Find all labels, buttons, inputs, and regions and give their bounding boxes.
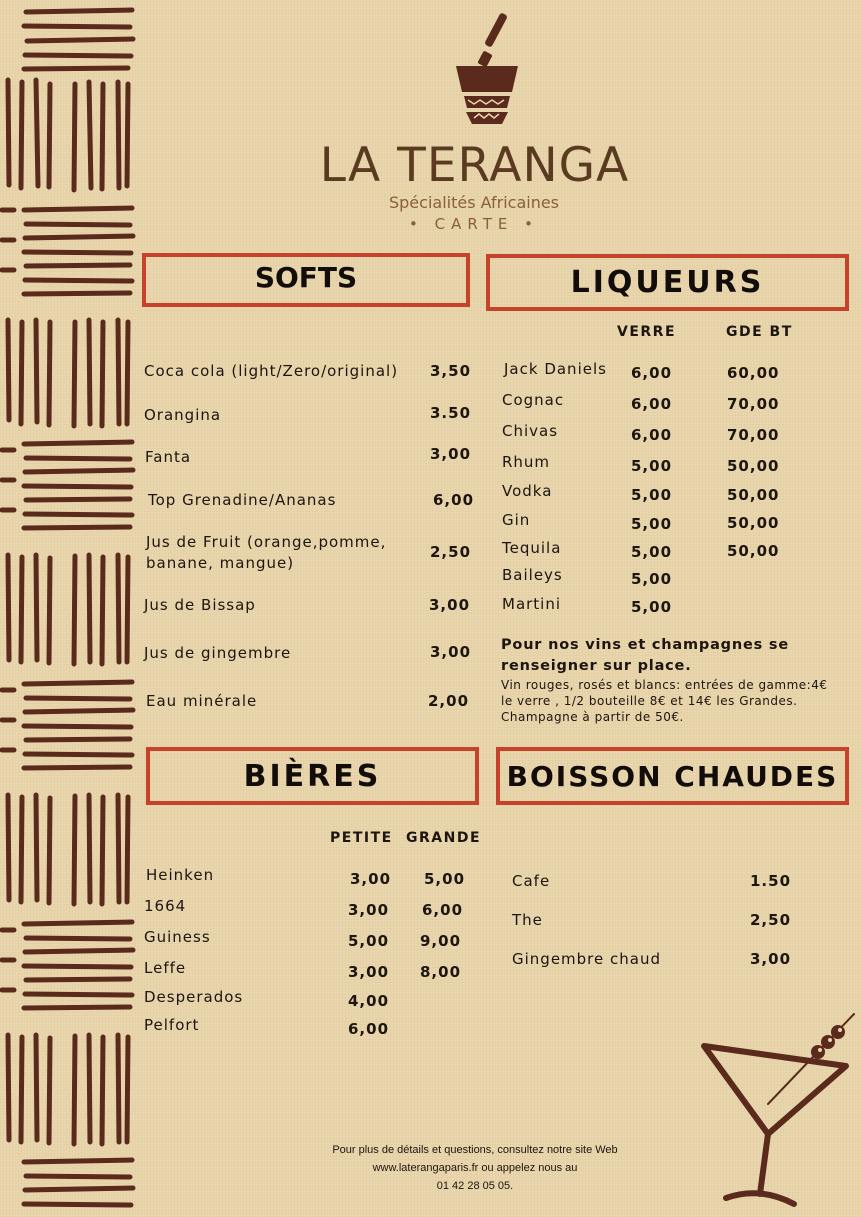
liqueurs-item: Rhum	[502, 453, 551, 471]
wine-note-text: Vin rouges, rosés et blancs: entrées de gamme:4€ le verre , 1/2 bouteille 8€ et 14€ les Grandes.	[501, 678, 828, 708]
softs-price: 2,00	[428, 692, 470, 710]
brand-title: LA TERANGA	[319, 138, 630, 193]
bieres-title: BIÈRES	[243, 758, 382, 794]
liqueurs-bt: 70,00	[727, 426, 780, 444]
liqueurs-bt: 50,00	[727, 542, 780, 560]
chaudes-price: 1.50	[750, 872, 792, 890]
bieres-item: Leffe	[144, 959, 187, 977]
bieres-item: Heinken	[146, 866, 215, 884]
liqueurs-item: Cognac	[502, 391, 565, 409]
carte-label: • CARTE •	[409, 215, 539, 233]
liqueurs-verre: 5,00	[631, 457, 673, 475]
liqueurs-item: Chivas	[502, 422, 559, 440]
softs-price: 3,00	[429, 596, 471, 614]
wine-note-title: Pour nos vins et champagnes se renseigner sur place.	[501, 637, 789, 674]
chaudes-item: Cafe	[512, 872, 551, 890]
bieres-item: 1664	[144, 897, 187, 915]
liqueurs-item: Martini	[502, 595, 562, 613]
bieres-petite: 6,00	[348, 1020, 390, 1038]
softs-title: SOFTS	[254, 260, 358, 294]
bieres-grande: 9,00	[420, 932, 462, 950]
liqueurs-heading	[486, 254, 849, 311]
bieres-col-grande: GRANDE	[406, 830, 482, 846]
liqueurs-item: Gin	[502, 511, 531, 529]
liqueurs-item: Baileys	[502, 566, 563, 584]
bieres-grande: 8,00	[420, 963, 462, 981]
softs-heading	[142, 253, 470, 307]
liqueurs-bt: 70,00	[727, 395, 780, 413]
liqueurs-verre: 5,00	[631, 570, 673, 588]
liqueurs-verre: 6,00	[631, 364, 673, 382]
mortar-pestle-icon	[452, 12, 522, 127]
softs-item: Fanta	[145, 448, 192, 466]
softs-price: 3,00	[430, 643, 472, 661]
footer-contact	[290, 1141, 660, 1195]
liqueurs-verre: 6,00	[631, 395, 673, 413]
liqueurs-title: LIQUEURS	[570, 265, 765, 300]
softs-item: Jus de Fruit (orange,pomme,	[146, 533, 387, 551]
chaudes-title: BOISSON CHAUDES	[506, 759, 839, 793]
liqueurs-col-bt: GDE BT	[726, 324, 793, 340]
liqueurs-col-verre: VERRE	[617, 324, 677, 340]
bieres-item: Desperados	[144, 988, 244, 1006]
softs-price: 3,00	[430, 445, 472, 463]
liqueurs-verre: 5,00	[631, 486, 673, 504]
softs-price: 3.50	[430, 404, 472, 422]
cocktail-glass-icon	[698, 1008, 858, 1208]
softs-item-line2: banane, mangue)	[146, 554, 295, 572]
bieres-item: Guiness	[144, 928, 211, 946]
chaudes-price: 3,00	[750, 950, 792, 968]
softs-price: 2,50	[430, 543, 472, 561]
softs-item: Jus de gingembre	[144, 644, 292, 662]
bieres-petite: 3,00	[350, 870, 392, 888]
softs-item: Top Grenadine/Ananas	[148, 491, 337, 509]
bieres-grande: 6,00	[422, 901, 464, 919]
liqueurs-bt: 50,00	[727, 457, 780, 475]
bieres-petite: 3,00	[348, 963, 390, 981]
brand-tagline: Spécialités Africaines	[388, 193, 560, 212]
bieres-item: Pelfort	[144, 1016, 200, 1034]
footer-line: Pour plus de détails et questions, consultez notre site Web	[332, 1144, 618, 1156]
chaudes-item: Gingembre chaud	[512, 950, 661, 968]
bieres-heading	[146, 747, 479, 805]
chaudes-item: The	[512, 911, 543, 929]
liqueurs-verre: 5,00	[631, 598, 673, 616]
softs-price: 6,00	[433, 491, 475, 509]
softs-item: Coca cola (light/Zero/original)	[144, 362, 399, 380]
bieres-petite: 3,00	[348, 901, 390, 919]
liqueurs-bt: 60,00	[727, 364, 780, 382]
liqueurs-verre: 5,00	[631, 515, 673, 533]
liqueurs-bt: 50,00	[727, 514, 780, 532]
footer-phone-line: 01 42 28 05 05.	[436, 1180, 514, 1192]
liqueurs-verre: 5,00	[631, 543, 673, 561]
wine-note-body	[501, 677, 841, 725]
chaudes-price: 2,50	[750, 911, 792, 929]
liqueurs-item: Jack Daniels	[504, 360, 607, 378]
bieres-petite: 5,00	[348, 932, 390, 950]
bieres-petite: 4,00	[348, 992, 390, 1010]
footer-website-line: www.laterangaparis.fr ou appelez nous au	[372, 1162, 578, 1174]
softs-item: Eau minérale	[146, 692, 258, 710]
bieres-col-petite: PETITE	[330, 830, 393, 846]
liqueurs-item: Tequila	[502, 539, 562, 557]
chaudes-heading	[496, 747, 849, 805]
bieres-grande: 5,00	[424, 870, 466, 888]
softs-price: 3,50	[430, 362, 472, 380]
softs-item: Jus de Bissap	[144, 596, 256, 614]
liqueurs-bt: 50,00	[727, 486, 780, 504]
softs-item: Orangina	[144, 406, 222, 424]
liqueurs-item: Vodka	[502, 482, 553, 500]
champagne-note-text: Champagne à partir de 50€.	[501, 710, 684, 724]
liqueurs-verre: 6,00	[631, 426, 673, 444]
